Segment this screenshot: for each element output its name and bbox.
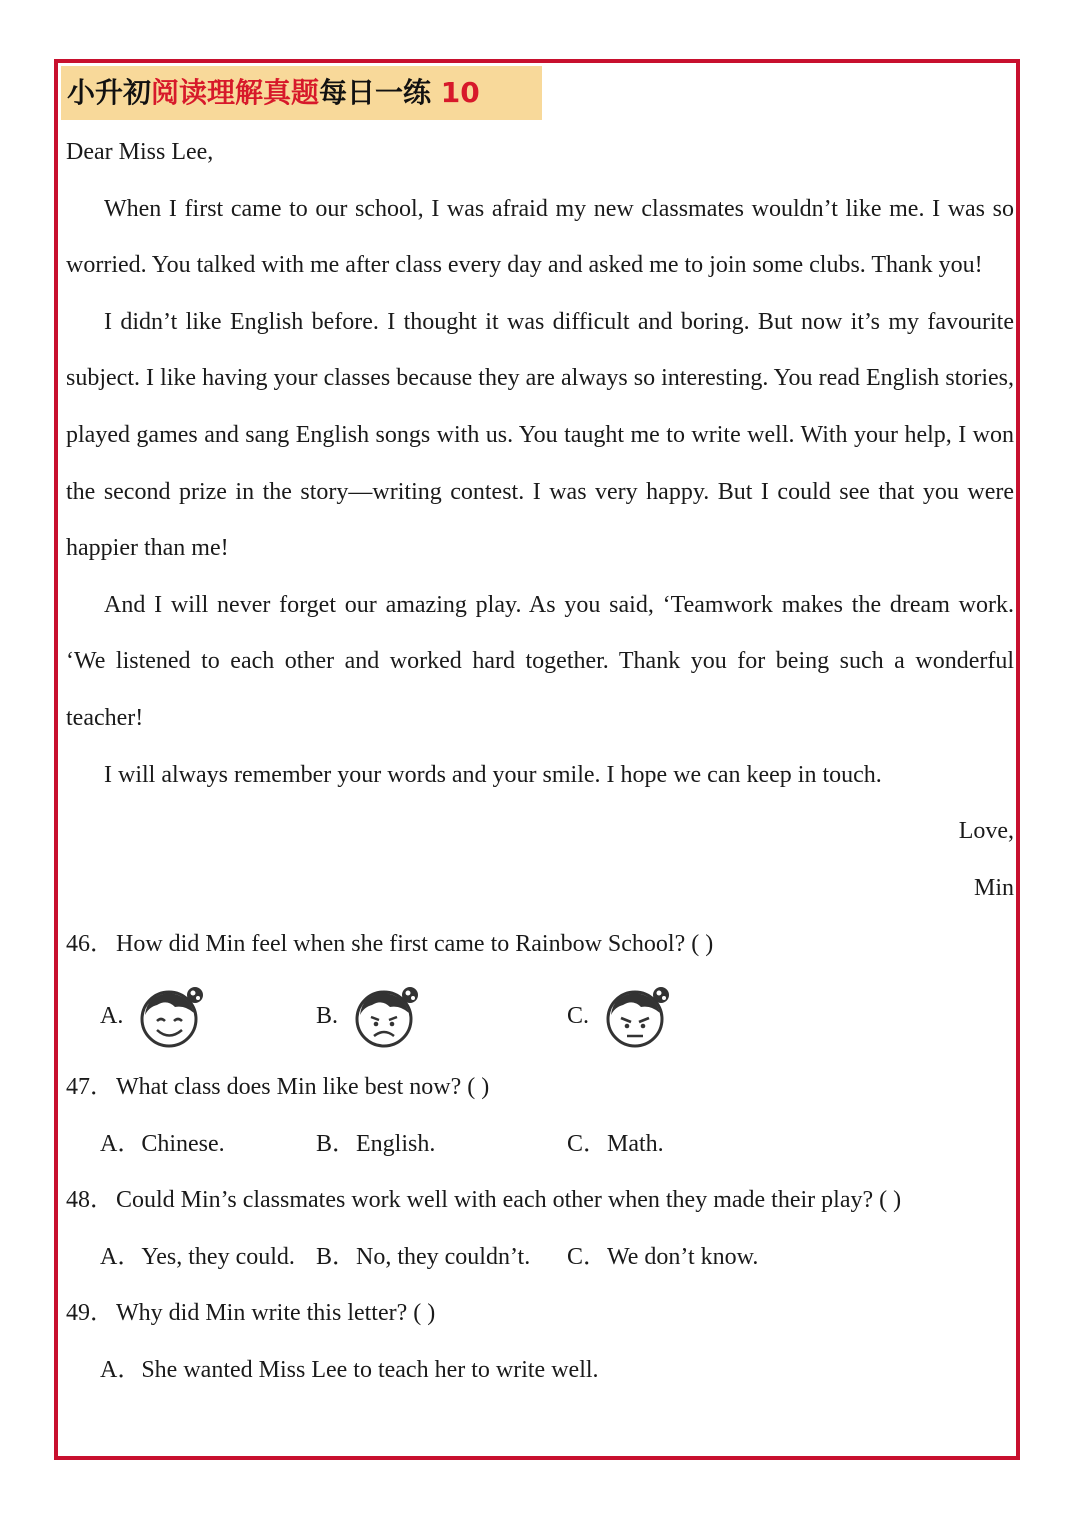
option-label: B. (316, 1002, 339, 1029)
letter-paragraph-2: I didn’t like English before. I thought it was difficult and boring. But now it’s my favourite subject. I like having your classes because they are always so interesting. You read English stories, played games and sang English songs with us. You taught me to write well. With your help, I won the second prize in the story—writing contest. I was very happy. But I could see that you were happier than me! (66, 308, 1014, 562)
option-b[interactable]: B．English. (316, 1130, 436, 1157)
question-46-options (66, 973, 1014, 1059)
letter-paragraph-3: And I will never forget our amazing play. As you said, ‘Teamwork makes the dream work. ‘We listened to each other and worked hard together. Thank you for being such a wonderful teacher! (66, 591, 1014, 731)
letter-signature: Min (973, 874, 1014, 901)
letter-closing: Love, (958, 818, 1014, 845)
worried-face-icon (352, 981, 422, 1051)
option-label: A. (100, 1002, 124, 1029)
reading-passage (66, 124, 1014, 1398)
option-b[interactable] (316, 973, 422, 1059)
question-49-options (66, 1342, 1014, 1399)
option-b[interactable]: B．No, they couldn’t. (316, 1243, 531, 1270)
option-c[interactable]: C．We don’t know. (567, 1243, 759, 1270)
question-number: 47． (66, 1073, 114, 1100)
option-label: C. (567, 1002, 590, 1029)
option-a[interactable]: A．Chinese. (100, 1130, 225, 1157)
letter-greeting: Dear Miss Lee, (66, 139, 214, 165)
question-47-options (66, 1116, 1014, 1173)
question-49 (66, 1285, 1014, 1342)
question-text: How did Min feel when she first came to Rainbow School? ( ) (116, 931, 714, 958)
question-47 (66, 1059, 1014, 1116)
letter-paragraph-1: When I first came to our school, I was afraid my new classmates wouldn’t like me. I was so worried. You talked with me after class every day and asked me to join some clubs. Thank you! (66, 195, 1014, 279)
option-a[interactable]: A．She wanted Miss Lee to teach her to write well. (100, 1356, 599, 1383)
happy-face-icon (137, 981, 207, 1051)
question-48-options (66, 1229, 1014, 1286)
question-text: Why did Min write this letter? ( ) (116, 1300, 436, 1327)
angry-face-icon (603, 981, 673, 1051)
question-number: 48． (66, 1187, 114, 1214)
question-number: 46． (66, 931, 114, 958)
option-c[interactable] (567, 973, 673, 1059)
question-number: 49． (66, 1300, 114, 1327)
option-a[interactable] (100, 973, 207, 1059)
option-c[interactable]: C．Math. (567, 1130, 664, 1157)
title-part-2: 阅读理解真题 (151, 76, 320, 109)
question-text: What class does Min like best now? ( ) (116, 1073, 490, 1100)
title-part-3: 每日一练 (319, 76, 441, 109)
letter-paragraph-4: I will always remember your words and your smile. I hope we can keep in touch. (104, 761, 882, 788)
question-46 (66, 916, 1014, 973)
title-number: 10 (440, 76, 480, 109)
title-part-1: 小升初 (67, 76, 152, 109)
question-text: Could Min’s classmates work well with each other when they made their play? ( ) (116, 1187, 902, 1214)
question-48 (66, 1172, 1014, 1229)
page-title (61, 66, 542, 120)
option-a[interactable]: A．Yes, they could. (100, 1243, 295, 1270)
